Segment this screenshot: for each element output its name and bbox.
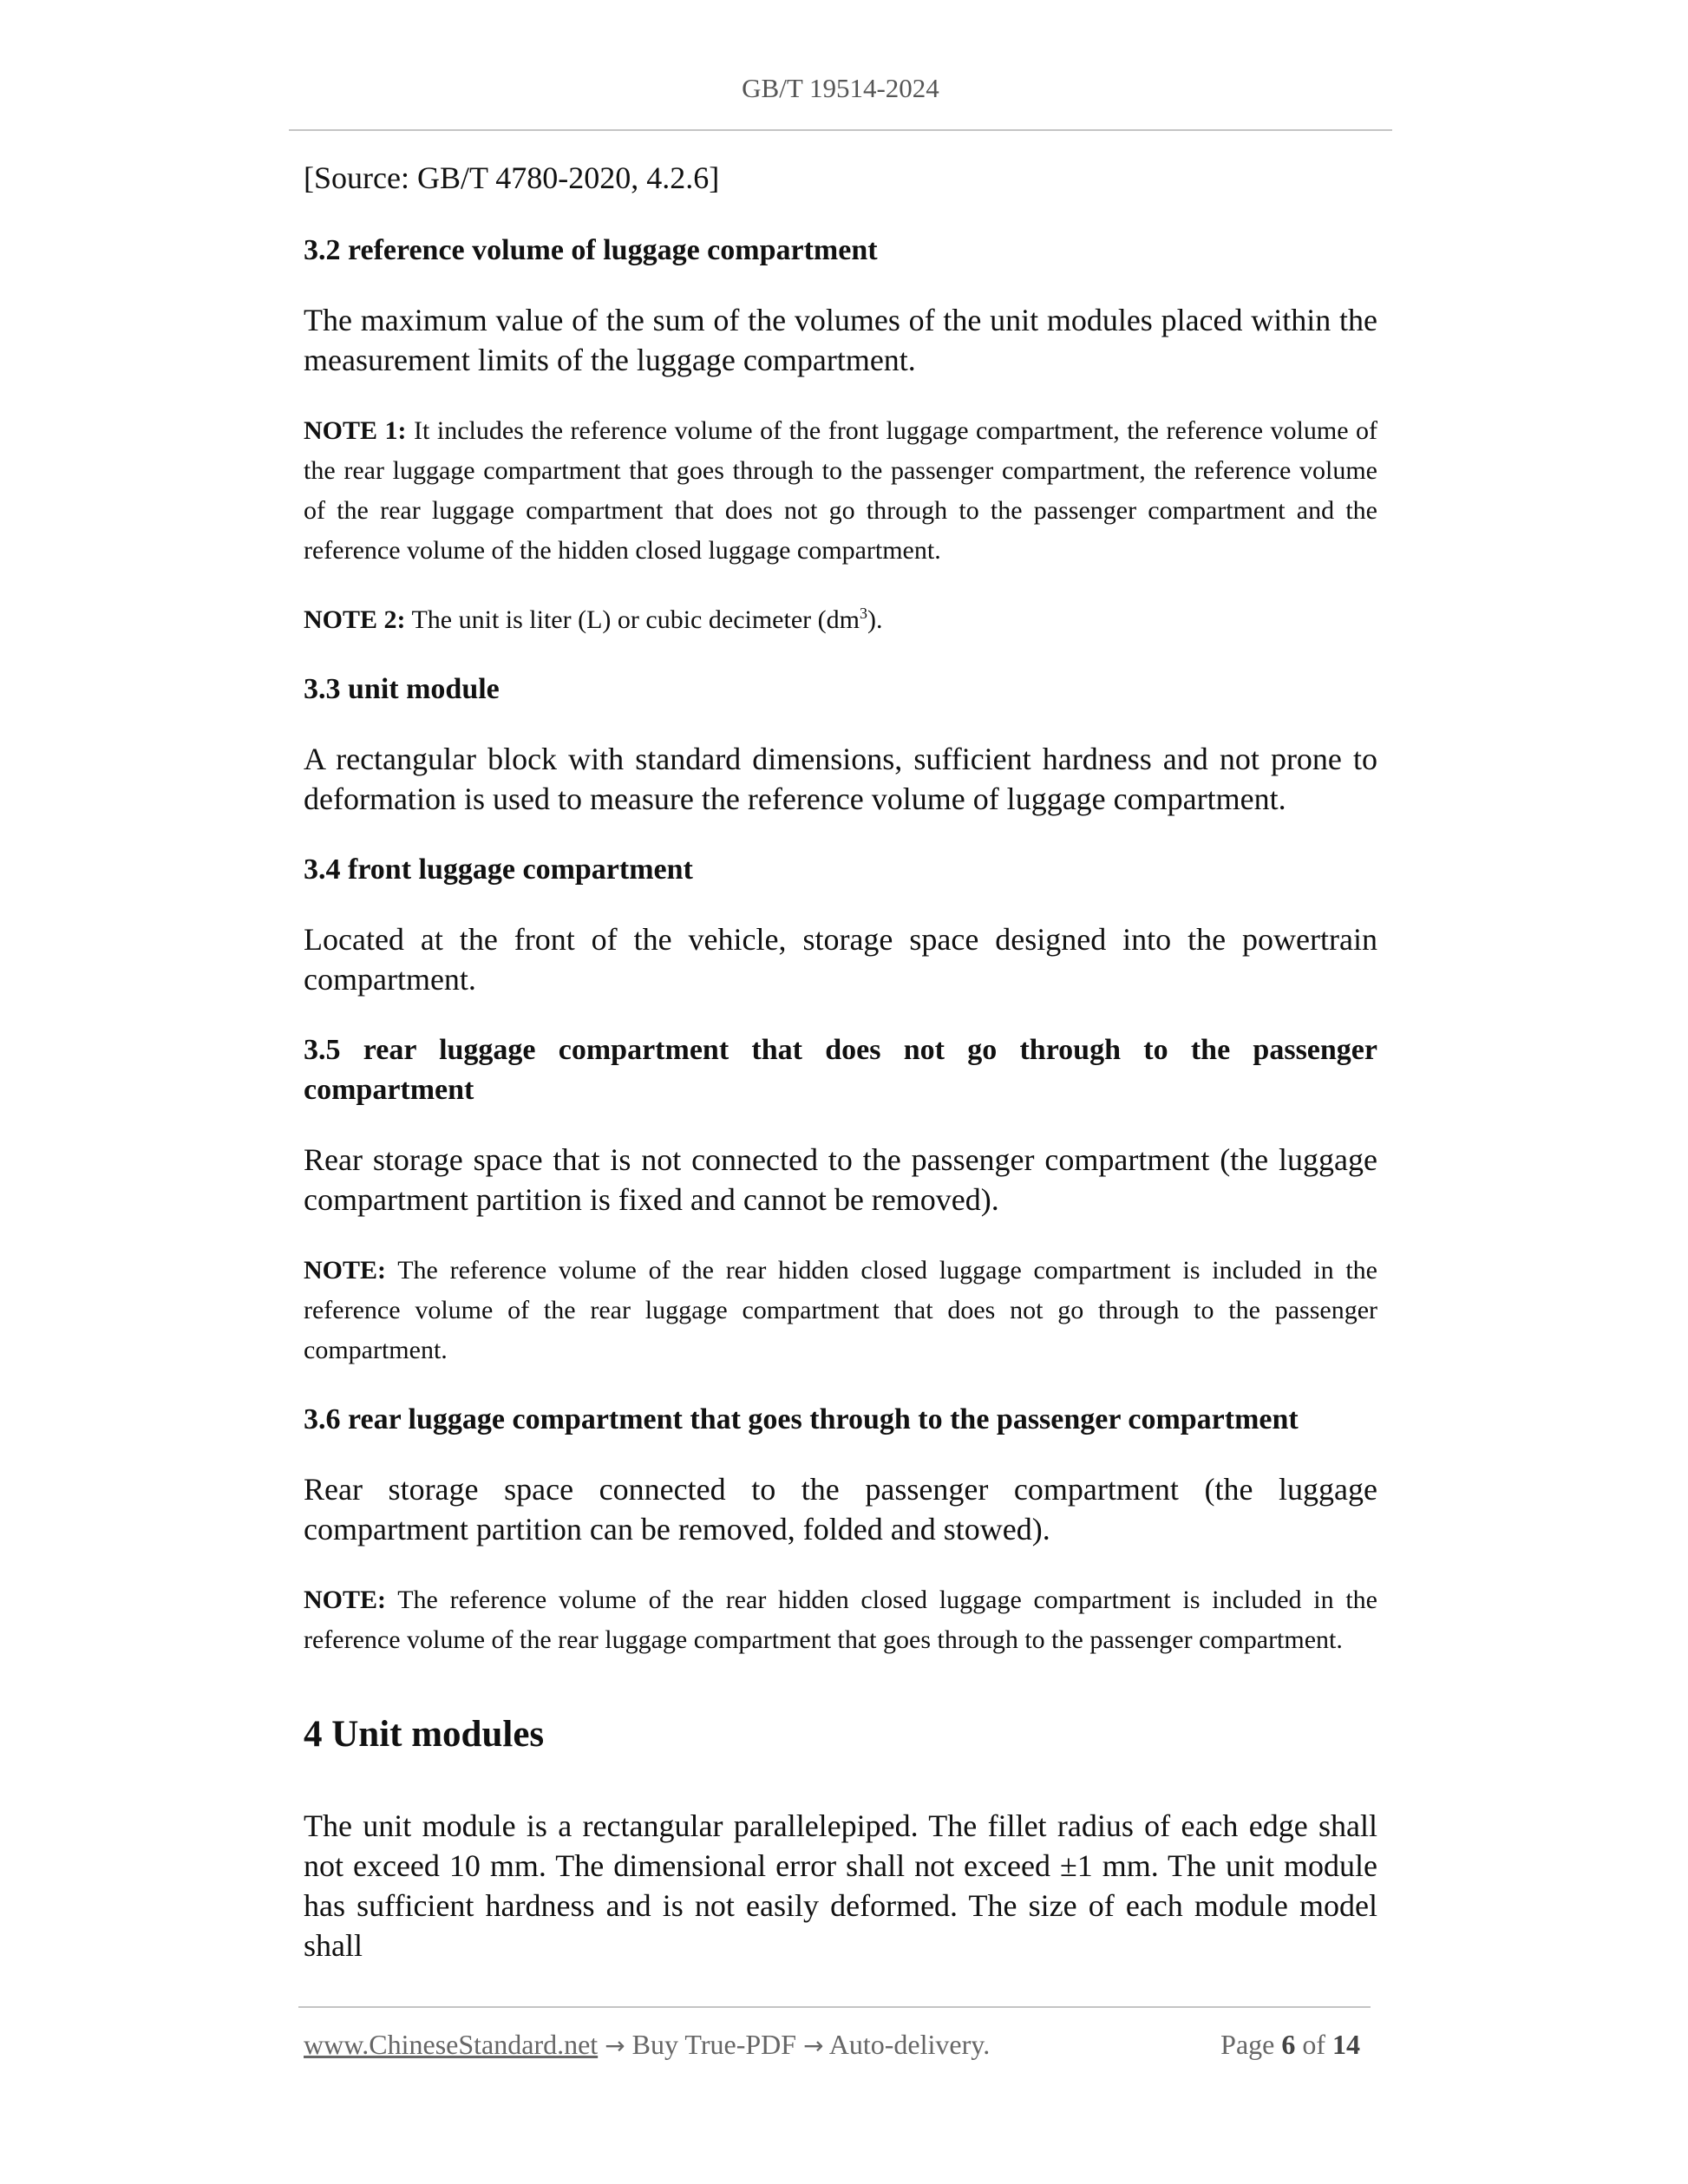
page-body <box>304 158 1377 1997</box>
superscript: 3 <box>859 605 867 622</box>
term-3-6-definition: Rear storage space connected to the passenger compartment (the luggage compartment partition can be removed, folded and stowed). <box>304 1472 1377 1546</box>
arrow-right-icon: → <box>803 2031 824 2060</box>
section-4-body: The unit module is a rectangular parallelepiped. The fillet radius of each edge shall not exceed 10 mm. The dimensional error shall not exceed ±1 mm. The unit module has sufficient hardness and is not easily deformed. The size of each module model shall <box>304 1808 1377 1963</box>
term-3-2-note-1 <box>304 411 1377 571</box>
term-3-3-definition: A rectangular block with standard dimensions, sufficient hardness and not prone to deformation is used to measure the reference volume of luggage compartment. <box>304 742 1377 816</box>
page-total: 14 <box>1332 2029 1360 2060</box>
buy-pdf-text: Buy True-PDF <box>631 2029 797 2060</box>
note-label: NOTE 2: <box>304 605 406 634</box>
note-text-end: ). <box>867 605 883 634</box>
note-label: NOTE 1: <box>304 416 407 445</box>
term-3-2-title: 3.2 reference volume of luggage compartment <box>304 234 878 266</box>
page-current: 6 <box>1281 2029 1296 2060</box>
term-3-6-note <box>304 1580 1377 1660</box>
website-link[interactable]: www.ChineseStandard.net <box>304 2029 599 2060</box>
page-of: of <box>1302 2029 1325 2060</box>
section-4-heading: 4 Unit modules <box>304 1714 545 1755</box>
term-3-2-note-2 <box>304 600 1377 640</box>
footer-divider <box>298 2006 1371 2008</box>
term-3-3-title: 3.3 unit module <box>304 673 500 705</box>
auto-delivery-text: Auto-delivery. <box>828 2029 991 2060</box>
note-text: The reference volume of the rear hidden closed luggage compartment is included in the reference volume of the rear luggage compartment that goes through to the passenger compartment. <box>304 1586 1377 1654</box>
source-line: [Source: GB/T 4780-2020, 4.2.6] <box>304 160 720 195</box>
note-text: The unit is liter (L) or cubic decimeter (dm <box>411 605 860 634</box>
term-3-4-definition: Located at the front of the vehicle, storage space designed into the powertrain compartment. <box>304 922 1377 997</box>
term-3-5-definition: Rear storage space that is not connected to the passenger compartment (the luggage compartment partition is fixed and cannot be removed). <box>304 1142 1377 1217</box>
arrow-right-icon: → <box>605 2031 625 2060</box>
note-text: The reference volume of the rear hidden closed luggage compartment is included in the reference volume of the rear luggage compartment that does not go through to the passenger compartment. <box>304 1256 1377 1364</box>
term-3-2-definition: The maximum value of the sum of the volumes of the unit modules placed within the measurement limits of the luggage compartment. <box>304 303 1377 377</box>
term-3-6-title: 3.6 rear luggage compartment that goes through to the passenger compartment <box>304 1403 1299 1435</box>
term-3-5-title: 3.5 rear luggage compartment that does not go through to the passenger compartment <box>304 1034 1377 1106</box>
header-divider <box>289 129 1392 131</box>
page-label: Page <box>1220 2029 1275 2060</box>
term-3-4-title: 3.4 front luggage compartment <box>304 853 693 886</box>
page-indicator <box>1220 2029 1360 2061</box>
note-label: NOTE: <box>304 1586 387 1614</box>
header-doc-id: GB/T 19514-2024 <box>742 73 939 103</box>
footer <box>304 2029 1371 2061</box>
note-text: It includes the reference volume of the front luggage compartment, the reference volume of the rear luggage compartment that goes through to the passenger compartment, the reference volume of the rear luggage compartment that does not go through to the passenger compartment and the reference volume of the hidden closed luggage compartment. <box>304 416 1378 565</box>
note-label: NOTE: <box>304 1256 387 1285</box>
term-3-5-note <box>304 1251 1377 1370</box>
